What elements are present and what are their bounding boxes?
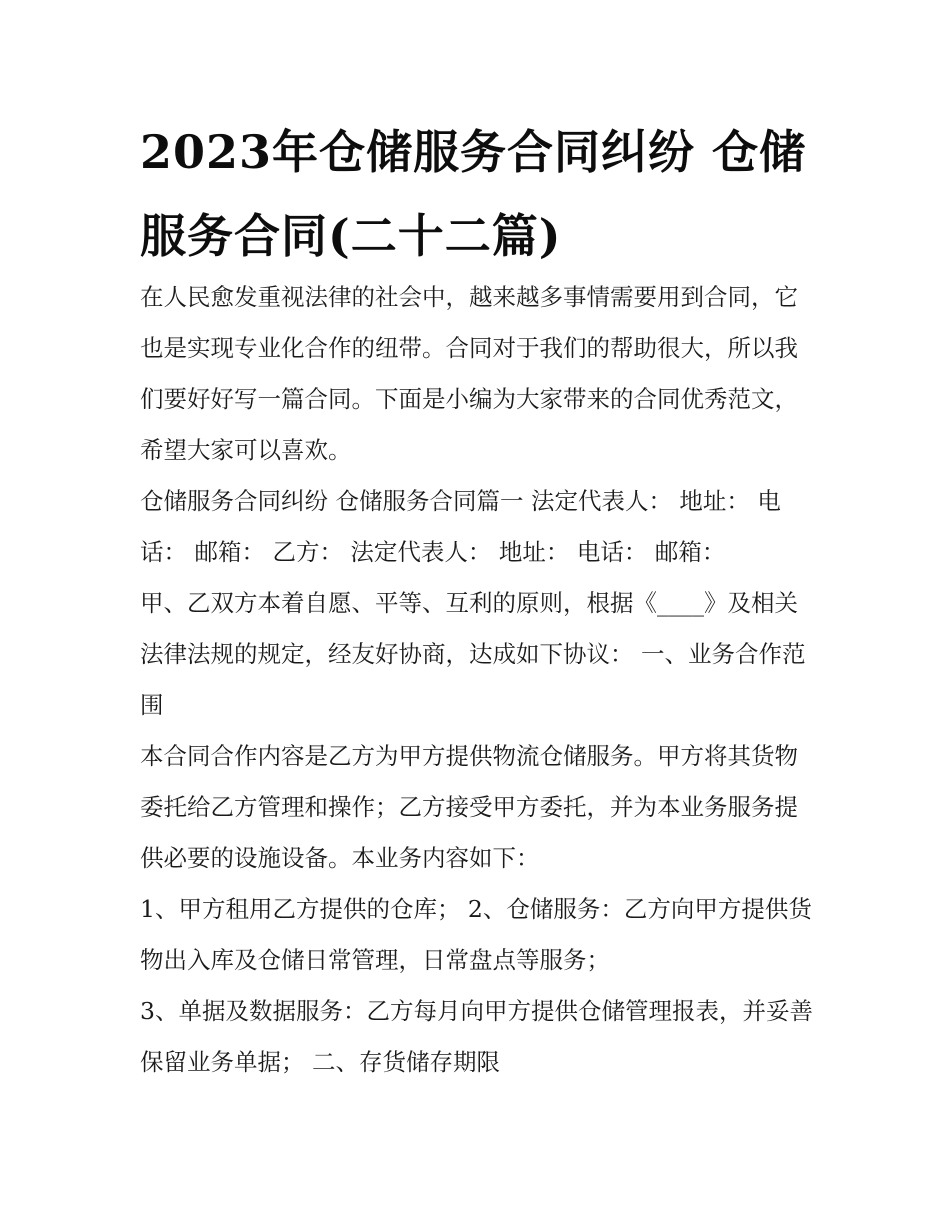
- paragraph-intro: 在人民愈发重视法律的社会中，越来越多事情需要用到合同，它也是实现专业化合作的纽带。合同对于我们的帮助很大，所以我们要好好写一篇合同。下面是小编为大家带来的合同优秀范文，希望大家可以喜欢。: [140, 283, 798, 464]
- paragraph-parties: 仓储服务合同纠纷 仓储服务合同篇一 法定代表人： 地址： 电话： 邮箱： 乙方： 法定代表人： 地址： 电话： 邮箱：: [140, 487, 781, 566]
- paragraph-item-3: 3、单据及数据服务：乙方每月向甲方提供仓储管理报表，并妥善保留业务单据； 二、存货储存期限: [140, 997, 813, 1076]
- paragraph-scope: 本合同合作内容是乙方为甲方提供物流仓储服务。甲方将其货物委托给乙方管理和操作；乙方接受甲方委托，并为本业务服务提供必要的设施设备。本业务内容如下：: [140, 742, 798, 872]
- document-body: [140, 272, 820, 1088]
- document-title: 2023年仓储服务合同纠纷 仓储服务合同(二十二篇): [140, 125, 807, 263]
- paragraph-principles: 甲、乙双方本着自愿、平等、互利的原则，根据《____》及相关法律法规的规定，经友好协商，达成如下协议： 一、业务合作范围: [140, 589, 806, 719]
- paragraph-item-1-2: 1、甲方租用乙方提供的仓库； 2、仓储服务：乙方向甲方提供货物出入库及仓储日常管理，日常盘点等服务；: [140, 895, 812, 974]
